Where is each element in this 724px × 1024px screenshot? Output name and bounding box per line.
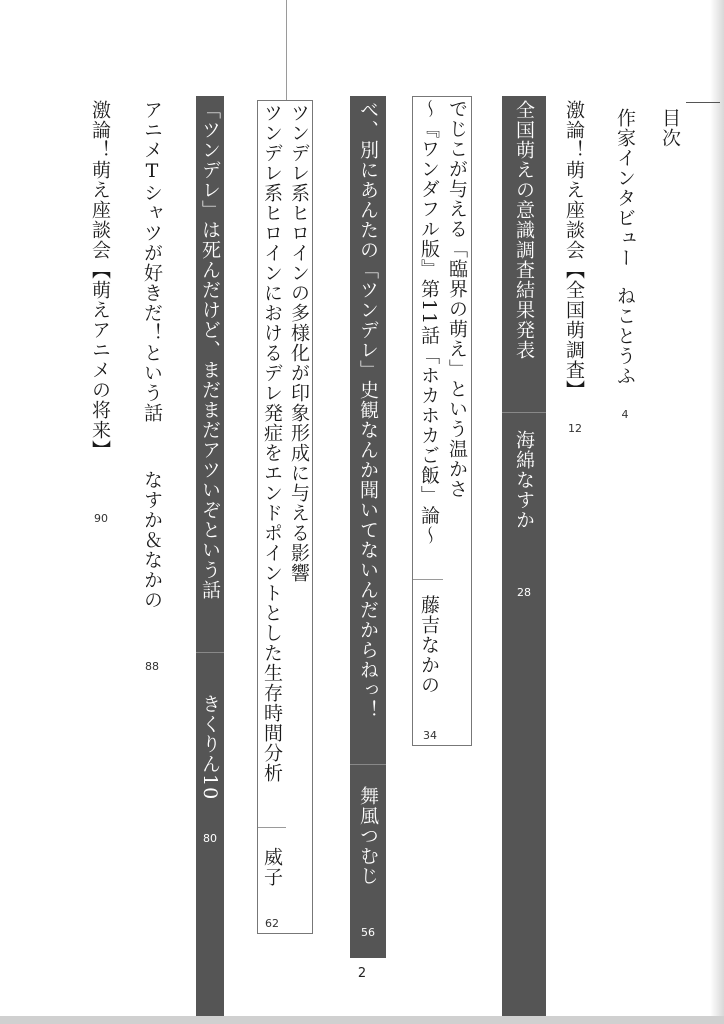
entry-8-page: 88 bbox=[145, 660, 159, 673]
entry-6-divider bbox=[258, 827, 286, 828]
entry-6-author: 威子 bbox=[261, 847, 283, 887]
entry-3-title[interactable]: 全国萌えの意識調査結果発表 bbox=[513, 100, 535, 360]
entry-4-divider bbox=[413, 579, 443, 580]
entry-1-page: 4 bbox=[621, 408, 629, 421]
entry-2-title[interactable]: 激論！萌え座談会【全国萌調査】 bbox=[563, 100, 585, 400]
entry-7-title[interactable]: 「ツンデレ」は死んだけど、まだまだアツいぞという話 bbox=[199, 100, 221, 600]
entry-5-page: 56 bbox=[361, 926, 375, 939]
entry-4-title-line1[interactable]: でじこが与える「臨界の萌え」という温かさ bbox=[446, 99, 468, 499]
entry-5-divider bbox=[350, 764, 386, 765]
heading-rule bbox=[686, 102, 720, 103]
entry-6-page: 62 bbox=[265, 917, 279, 930]
entry-6-title-line2[interactable]: ツンデレ系ヒロインにおけるデレ発症をエンドポイントとした生存時間分析 bbox=[261, 103, 283, 783]
entry-6-title-line1[interactable]: ツンデレ系ヒロインの多様化が印象形成に与える影響 bbox=[288, 103, 310, 583]
page-edge-shadow bbox=[710, 0, 724, 1024]
entry-6-top-rule bbox=[286, 0, 287, 100]
entry-7-author: きくりん10 bbox=[199, 694, 221, 801]
entry-8-title[interactable]: アニメTシャツが好きだ！という話 bbox=[141, 100, 163, 423]
entry-3-page: 28 bbox=[517, 586, 531, 599]
entry-4-box bbox=[412, 96, 472, 746]
entry-4-title-line2[interactable]: 〜『ワンダフル版』第11話「ホカホカご飯」論〜 bbox=[418, 99, 440, 546]
toc-heading: 目次 bbox=[659, 108, 681, 148]
entry-5-title[interactable]: べ、別にあんたの「ツンデレ」史観なんか聞いてないんだからねっ！ bbox=[357, 100, 379, 720]
entry-3-author: 海綿なすか bbox=[513, 430, 535, 530]
entry-8-author: なすか＆なかの bbox=[141, 470, 163, 610]
entry-7-page: 80 bbox=[203, 832, 217, 845]
entry-5-author: 舞風つむじ bbox=[357, 786, 379, 886]
entry-2-page: 12 bbox=[568, 422, 582, 435]
entry-9-title[interactable]: 激論！萌え座談会【萌えアニメの将来】 bbox=[89, 100, 111, 460]
entry-1-title[interactable]: 作家インタビュー bbox=[614, 108, 636, 268]
entry-6-box bbox=[257, 100, 313, 934]
entry-9-page: 90 bbox=[94, 512, 108, 525]
entry-1-author: ねことうふ bbox=[614, 286, 636, 386]
entry-3-band bbox=[502, 96, 546, 1016]
entry-7-divider bbox=[196, 652, 224, 653]
entry-3-divider bbox=[502, 412, 546, 413]
entry-7-band bbox=[196, 96, 224, 1016]
entry-4-author: 藤吉なかの bbox=[418, 595, 440, 695]
entry-4-page: 34 bbox=[423, 729, 437, 742]
page-number: 2 bbox=[357, 966, 367, 981]
page-bottom-edge bbox=[0, 1016, 724, 1024]
entry-5-band bbox=[350, 96, 386, 958]
